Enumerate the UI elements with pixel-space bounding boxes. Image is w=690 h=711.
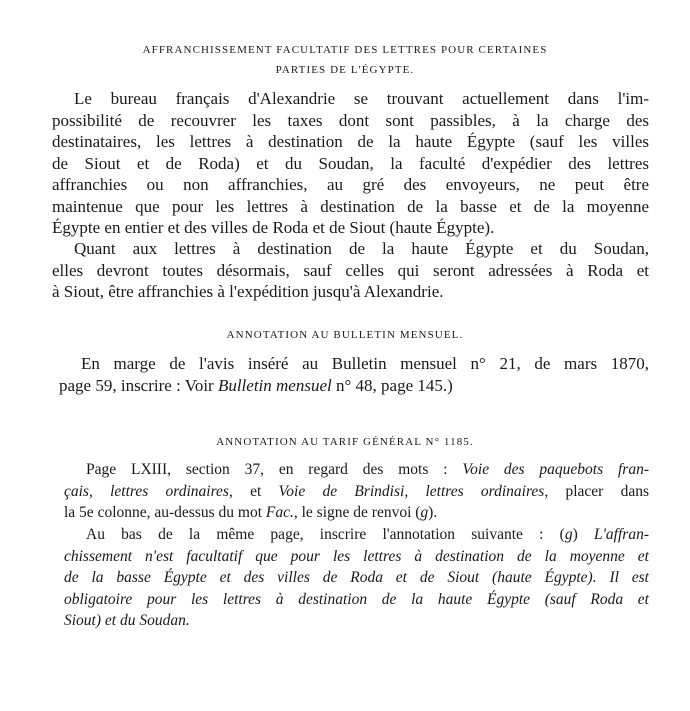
text-italic: çais, lettres ordinaires bbox=[64, 482, 229, 500]
text-line bbox=[59, 375, 649, 397]
section-heading-affranchissement-line2: PARTIES DE L'ÉGYPTE. bbox=[275, 64, 415, 76]
paragraph-bureau-alexandrie bbox=[52, 88, 649, 239]
text-line: possibilité de recouvrer les taxes dont sont passibles, à la charge des bbox=[52, 110, 649, 130]
text-line bbox=[64, 481, 649, 503]
text-line: elles devront toutes désormais, sauf celles qui seront adressées à Roda et bbox=[52, 260, 649, 280]
section-heading-bulletin-mensuel: ANNOTATION AU BULLETIN MENSUEL. bbox=[226, 329, 464, 341]
text-italic: Voie des paquebots fran- bbox=[462, 461, 649, 478]
text-line: destinataires, les lettres à destination de la haute Égypte (sauf les villes bbox=[52, 132, 649, 151]
text-segment: Page bbox=[86, 461, 131, 478]
section-heading-affranchissement: AFFRANCHISSEMENT FACULTATIF DES LETTRES POUR CERTAINES bbox=[142, 44, 548, 56]
text-line: maintenue que pour les lettres à destination de la basse et de la moyenne bbox=[52, 196, 649, 216]
text-segment: , et bbox=[228, 482, 279, 500]
text-italic: L'affran- bbox=[593, 526, 649, 543]
text-segment: n° 48, page 145.) bbox=[331, 375, 453, 395]
page-number-roman: LXIII bbox=[130, 461, 168, 478]
paragraph-haute-egypte-soudan bbox=[52, 238, 649, 303]
text-segment: , placer dans bbox=[544, 482, 649, 500]
text-italic: Voie de Brindisi, lettres ordinaires bbox=[278, 482, 545, 500]
text-line: chissement n'est facultatif que pour les lettres à destination de la moyenne et bbox=[64, 547, 649, 565]
text-line: de la basse Égypte et des villes de Roda et de Siout (haute Égypte). Il est bbox=[64, 569, 649, 586]
text-line bbox=[64, 524, 649, 546]
text-segment: Au bas de la même page, inscrire l'annotation suivante : ( bbox=[86, 526, 565, 543]
text-italic: g bbox=[420, 504, 429, 521]
text-segment: , section 37, en regard des mots : bbox=[167, 461, 463, 478]
text-italic: Bulletin mensuel bbox=[217, 375, 332, 395]
text-line bbox=[64, 502, 649, 524]
text-segment: page 59, inscrire : Voir bbox=[59, 375, 218, 395]
text-italic: g bbox=[564, 526, 573, 543]
paragraph-bulletin-mensuel bbox=[59, 353, 649, 396]
text-segment: ) bbox=[572, 526, 594, 543]
text-line: En marge de l'avis inséré au Bulletin mensuel n° 21, de mars 1870, bbox=[81, 354, 649, 373]
text-line: Siout) et du Soudan. bbox=[64, 612, 190, 629]
text-segment: ). bbox=[428, 504, 438, 521]
text-line: Quant aux lettres à destination de la haute Égypte et du Soudan, bbox=[74, 239, 649, 258]
text-line: à Siout, être affranchies à l'expédition jusqu'à Alexandrie. bbox=[52, 282, 444, 301]
text-segment: la 5e colonne, au-dessus du mot bbox=[64, 504, 266, 521]
text-line: affranchies ou non affranchies, au gré des envoyeurs, ne peut être bbox=[52, 175, 649, 194]
text-line: Le bureau français d'Alexandrie se trouvant actuellement dans l'im- bbox=[74, 89, 649, 108]
text-segment: , le signe de renvoi ( bbox=[293, 504, 421, 521]
text-italic: Fac. bbox=[265, 504, 294, 521]
text-line bbox=[64, 459, 649, 481]
text-line: Égypte en entier et des villes de Roda et de Siout (haute Égypte). bbox=[52, 218, 495, 237]
text-line: obligatoire pour les lettres à destination de la haute Égypte (sauf Roda et bbox=[64, 590, 649, 608]
text-line: de Siout et de Roda) et du Soudan, la faculté d'expédier des lettres bbox=[52, 153, 649, 173]
paragraph-annotation-suivante bbox=[64, 524, 649, 632]
section-heading-tarif-general: ANNOTATION AU TARIF GÉNÉRAL N° 1185. bbox=[216, 436, 474, 448]
paragraph-tarif-page bbox=[64, 459, 649, 524]
